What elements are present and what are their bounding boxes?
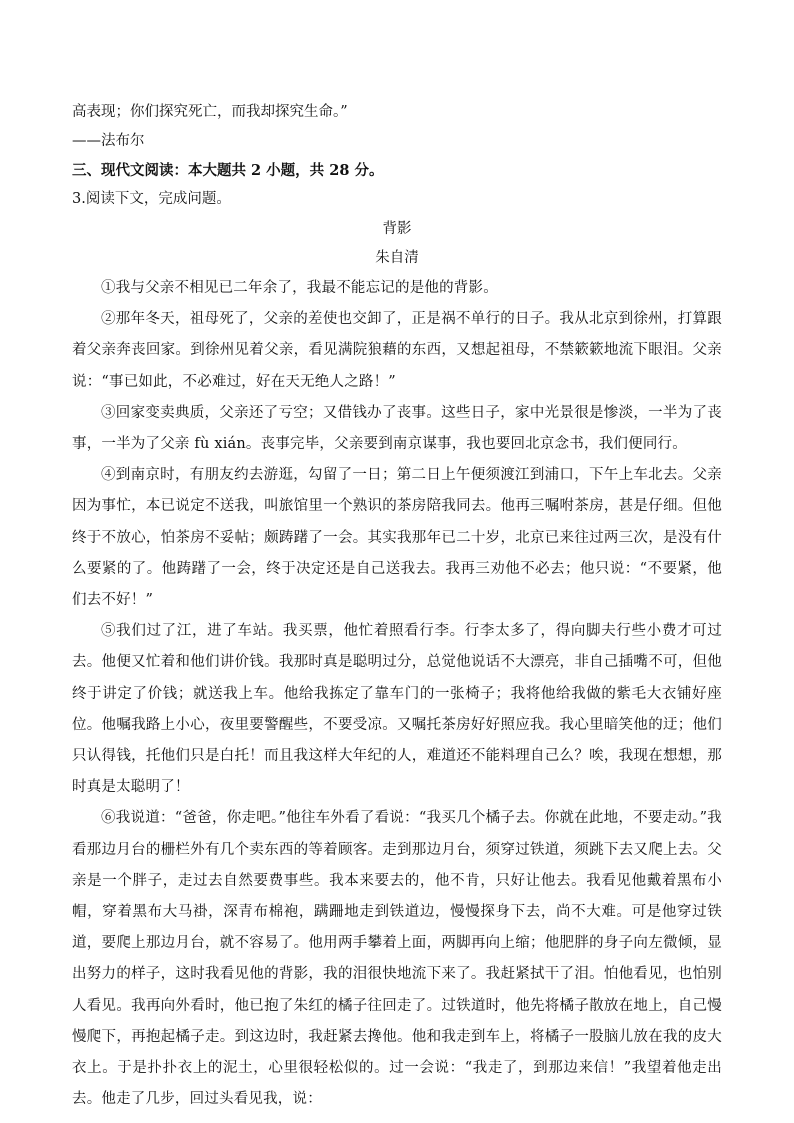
article-author: 朱自清 — [375, 250, 419, 266]
document-page — [72, 98, 722, 1115]
article-paragraph-1: ①我与父亲不相见已二年余了，我最不能忘记的是他的背影。 — [101, 280, 498, 296]
question-prompt: 3.阅读下文，完成问题。 — [72, 191, 231, 207]
article-paragraph-6: ⑥我说道：“爸爸，你走吧。”他往车外看了看说：“我买几个橘子去。你就在此地，不要走动。”我看那边月台的栅栏外有几个卖东西的等着顾客。走到那边月台，须穿过铁道，须跳下去又爬上去。父亲是一个胖子，走过去自然要费事些。我本来要去的，他不肯，只好让他去。我看见他戴着黑布小帽，穿着黑布大马褂，深青布棉袍，蹒跚地走到铁道边，慢慢探身下去，尚不大难。可是他穿过铁道，要爬上那边月台，就不容易了。他用两手攀着上面，两脚再向上缩；他肥胖的身子向左微倾，显出努力的样子，这时我看见他的背影，我的泪很快地流下来了。我赶紧拭干了泪。怕他看见，也怕别人看见。我再向外看时，他已抱了朱红的橘子往回走了。过铁道时，他先将橘子散放在地上，自己慢慢爬下，再抱起橘子走。到这边时，我赶紧去搀他。他和我走到车上，将橘子一股脑儿放在我的皮大衣上。于是扑扑衣上的泥土，心里很轻松似的。过一会说：“我走了，到那边来信！”我望着他走出去。他走了几步，回过头看见我，说： — [72, 810, 722, 1108]
article-paragraph-3: ③回家变卖典质，父亲还了亏空；又借钱办了丧事。这些日子，家中光景很是惨淡，一半为了丧事，一半为了父亲 fù xián。丧事完毕，父亲要到南京谋事，我也要回北京念书，我们便同行。 — [72, 404, 722, 453]
article-paragraph-2: ②那年冬天，祖母死了，父亲的差使也交卸了，正是祸不单行的日子。我从北京到徐州，打算跟着父亲奔丧回家。到徐州见着父亲，看见满院狼藉的东西，又想起祖母，不禁簌簌地流下眼泪。父亲说：“事已如此，不必难过，好在天无绝人之路！” — [72, 311, 722, 390]
quote-attribution: ——法布尔 — [72, 133, 145, 149]
article-paragraph-5: ⑤我们过了江，进了车站。我买票，他忙着照看行李。行李太多了，得向脚夫行些小费才可过去。他便又忙着和他们讲价钱。我那时真是聪明过分，总觉他说话不大漂亮，非自己插嘴不可，但他终于讲定了价钱；就送我上车。他给我拣定了靠车门的一张椅子；我将他给我做的紫毛大衣铺好座位。他嘱我路上小心，夜里要警醒些，不要受凉。又嘱托茶房好好照应我。我心里暗笑他的迂；他们只认得钱，托他们只是白托！而且我这样大年纪的人，难道还不能料理自己么？唉，我现在想想，那时真是太聪明了！ — [72, 623, 722, 796]
article-paragraph-4: ④到南京时，有朋友约去游逛，勾留了一日；第二日上午便须渡江到浦口，下午上车北去。父亲因为事忙，本已说定不送我，叫旅馆里一个熟识的茶房陪我同去。他再三嘱咐茶房，甚是仔细。但他终于不放心，怕茶房不妥帖；颇踌躇了一会。其实我那年已二十岁，北京已来往过两三次，是没有什么要紧的了。他踌躇了一会，终于决定还是自己送我去。我再三劝他不必去；他只说：“不要紧，他们去不好！” — [72, 467, 722, 609]
article-title: 背影 — [382, 221, 412, 237]
article-body — [72, 273, 722, 1115]
quote-ending: 高表现；你们探究死亡，而我却探究生命。” — [72, 104, 348, 120]
section-heading: 三、现代文阅读：本大题共 2 小题，共 28 分。 — [72, 162, 384, 179]
